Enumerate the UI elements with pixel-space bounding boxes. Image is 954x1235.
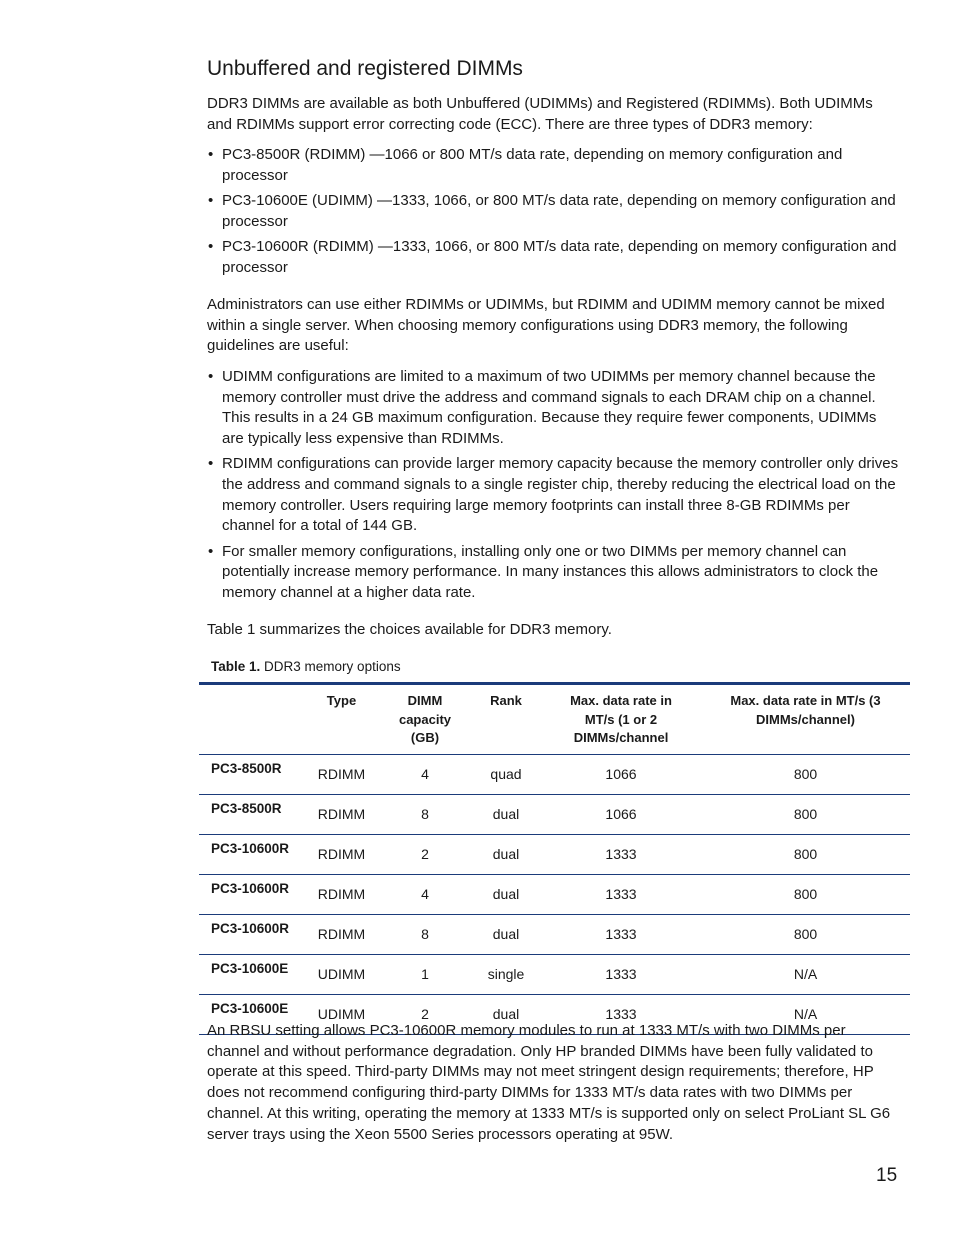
table-cell: 800: [701, 794, 910, 834]
table-cell: 4: [379, 874, 471, 914]
table-intro-paragraph: Table 1 summarizes the choices available for DDR3 memory.: [207, 621, 612, 638]
row-name: PC3-10600E: [199, 954, 304, 994]
table-caption: [211, 659, 401, 674]
table-cell: UDIMM: [304, 954, 379, 994]
table-cell: 1333: [541, 914, 701, 954]
header-cell: DIMM capacity (GB): [398, 693, 452, 745]
header-cell: [199, 684, 304, 755]
table-row: [199, 834, 910, 874]
table-row: [199, 754, 910, 794]
header-cell: Type: [326, 693, 357, 708]
table-cell: 800: [701, 834, 910, 874]
table-cell: 1066: [541, 794, 701, 834]
table-row: [199, 954, 910, 994]
table-header-row: [199, 684, 910, 755]
list-item: • UDIMM configurations are limited to a maximum of two UDIMMs per memory channel because the memory controller must drive the address and command signals to each DRAM chip on a channel. This results in a 24 GB maximum configuration. Because they require fewer components, UDIMMs are typically less expensive than RDIMMs.: [208, 368, 877, 448]
table-cell: N/A: [701, 954, 910, 994]
table-cell: RDIMM: [304, 834, 379, 874]
table-cell: 8: [379, 914, 471, 954]
table-cell: 1066: [541, 754, 701, 794]
table-cell: dual: [471, 994, 541, 1034]
table-cell: RDIMM: [304, 914, 379, 954]
table-cell: 1333: [541, 874, 701, 914]
table-cell: 1: [379, 954, 471, 994]
table-cell: RDIMM: [304, 874, 379, 914]
table-caption-label: Table 1.: [211, 659, 261, 674]
row-name: PC3-8500R: [199, 754, 304, 794]
table-cell: dual: [471, 794, 541, 834]
admin-paragraph: Administrators can use either RDIMMs or UDIMMs, but RDIMM and UDIMM memory cannot be mixed within a single server. When choosing memory configurations using DDR3 memory, the following guidelines are useful:: [207, 296, 885, 355]
table-cell: quad: [471, 754, 541, 794]
memory-types-list: [207, 145, 899, 283]
section-heading: Unbuffered and registered DIMMs: [207, 57, 523, 80]
page-number: 15: [876, 1165, 898, 1186]
list-item: • PC3-10600E (UDIMM) —1333, 1066, or 800 MT/s data rate, depending on memory configuration and processor: [208, 191, 896, 230]
header-cell: Max. data rate in MT/s (3 DIMMs/channel): [730, 693, 881, 727]
row-name: PC3-8500R: [199, 794, 304, 834]
table-cell: UDIMM: [304, 994, 379, 1034]
table-cell: RDIMM: [304, 794, 379, 834]
row-name: PC3-10600E: [199, 994, 304, 1034]
header-cell: Max. data rate in MT/s (1 or 2 DIMMs/channel: [570, 693, 672, 745]
table-cell: 2: [379, 834, 471, 874]
table-cell: dual: [471, 914, 541, 954]
table-row: [199, 914, 910, 954]
table-cell: 2: [379, 994, 471, 1034]
table-cell: single: [471, 954, 541, 994]
table-cell: 800: [701, 874, 910, 914]
header-cell: Rank: [490, 693, 522, 708]
table-cell: RDIMM: [304, 754, 379, 794]
table-cell: N/A: [701, 994, 910, 1034]
row-name: PC3-10600R: [199, 874, 304, 914]
table-cell: 1333: [541, 994, 701, 1034]
table-cell: 1333: [541, 834, 701, 874]
table-cell: 1333: [541, 954, 701, 994]
guidelines-list: [207, 367, 899, 608]
table-cell: 800: [701, 754, 910, 794]
rbsu-paragraph: An RBSU setting allows PC3-10600R memory modules to run at 1333 MT/s with two DIMMs per channel and without performance degradation. Only HP branded DIMMs have been fully validated to operate at this speed. Third-party DIMMs may not meet stringent design requirements; therefore, HP does not recommend configuring third-party DIMMs for 1333 MT/s data rates with two DIMMs per channel. At this writing, operating the memory at 1333 MT/s is supported only on select ProLiant SL G6 server trays using the Xeon 5500 Series processors operating at 95W.: [207, 1022, 891, 1143]
list-item: • PC3-10600R (RDIMM) —1333, 1066, or 800 MT/s data rate, depending on memory configuration and processor: [208, 237, 897, 276]
table-row: [199, 874, 910, 914]
list-item: • RDIMM configurations can provide larger memory capacity because the memory controller only drives the address and command signals to a single register chip, thereby reducing the electrical load on the memory controller. Users requiring large memory footprints can install three 8-GB RDIMMs per channel for a total of 144 GB.: [208, 455, 899, 535]
table-cell: 4: [379, 754, 471, 794]
row-name: PC3-10600R: [199, 834, 304, 874]
list-item: • For smaller memory configurations, installing only one or two DIMMs per memory channel can potentially increase memory performance. In many instances this allows administrators to clock the memory channel at a higher data rate.: [208, 542, 879, 602]
intro-paragraph: DDR3 DIMMs are available as both Unbuffered (UDIMMs) and Registered (RDIMMs). Both UDIMMs and RDIMMs support error correcting code (ECC). There are three types of DDR3 memory:: [207, 95, 873, 133]
memory-options-table: [199, 682, 910, 1035]
row-name: PC3-10600R: [199, 914, 304, 954]
table-row: [199, 794, 910, 834]
table-caption-text: DDR3 memory options: [264, 659, 401, 674]
table-cell: 8: [379, 794, 471, 834]
table-cell: dual: [471, 834, 541, 874]
table-cell: dual: [471, 874, 541, 914]
list-item: • PC3-8500R (RDIMM) —1066 or 800 MT/s data rate, depending on memory configuration and processor: [208, 146, 843, 184]
table-cell: 800: [701, 914, 910, 954]
